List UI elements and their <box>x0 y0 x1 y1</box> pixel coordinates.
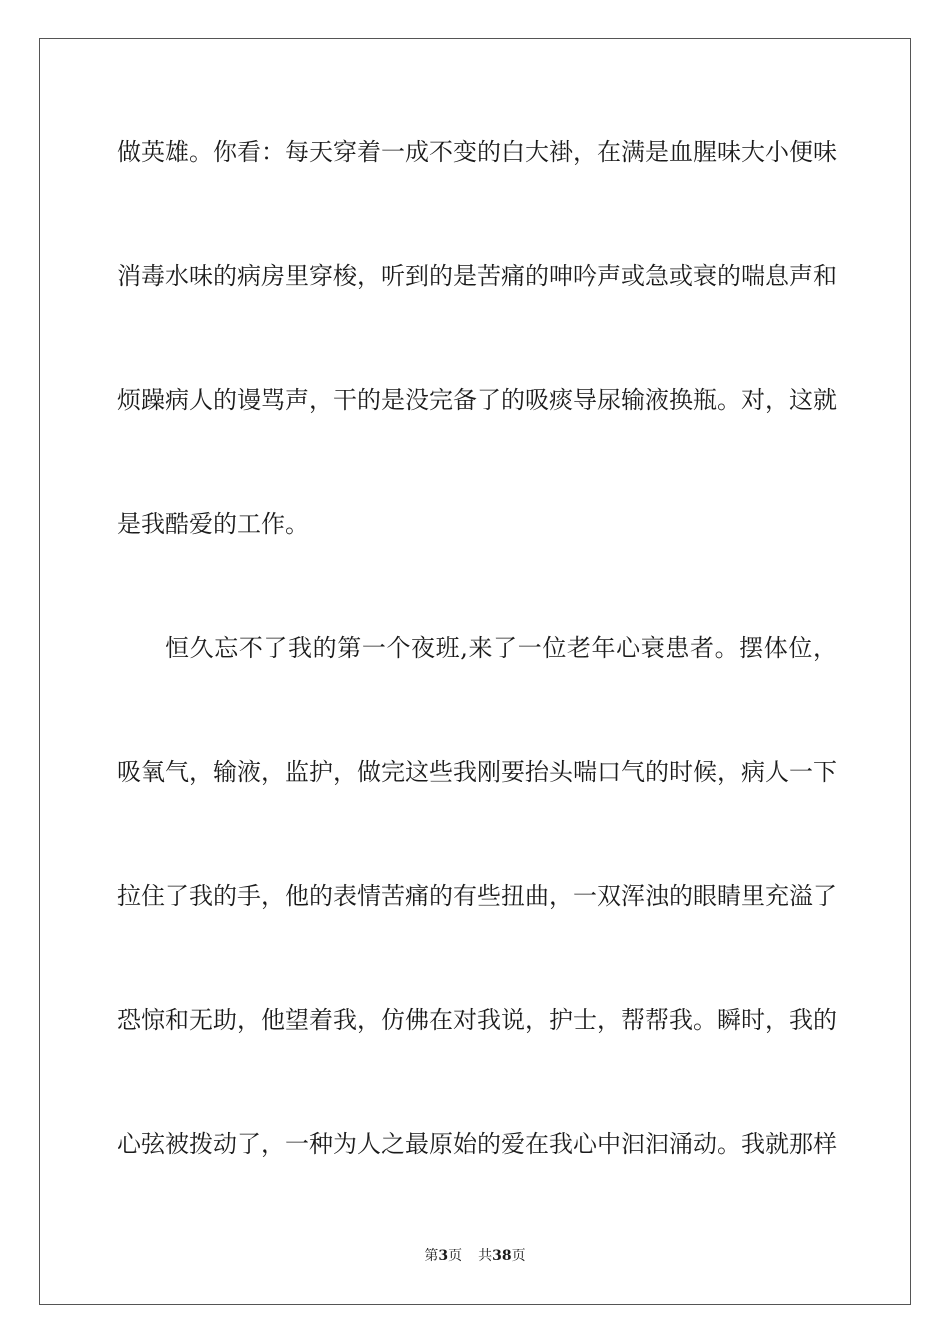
page-footer <box>0 1246 950 1266</box>
total-pages: 38 <box>492 1248 512 1264</box>
total-suffix: 页 <box>511 1248 526 1264</box>
page-number: 3 <box>438 1248 449 1264</box>
text-line-5: 恒久忘不了我的第一个夜班,来了一位老年心衰患者。摆体位， <box>165 634 837 662</box>
page-suffix: 页 <box>448 1248 463 1264</box>
text-line-3: 烦躁病人的谩骂声，干的是没完备了的吸痰导尿输液换瓶。对，这就 <box>117 386 837 414</box>
text-line-1: 做英雄。你看：每天穿着一成不变的白大褂，在满是血腥味大小便味 <box>117 138 837 166</box>
text-line-2: 消毒水味的病房里穿梭，听到的是苦痛的呻吟声或急或衰的喘息声和 <box>117 262 837 290</box>
page-frame <box>39 38 911 1305</box>
page-prefix: 第 <box>424 1248 439 1264</box>
text-line-9: 心弦被拨动了，一种为人之最原始的爱在我心中汩汩涌动。我就那样 <box>117 1130 837 1158</box>
text-line-7: 拉住了我的手，他的表情苦痛的有些扭曲，一双浑浊的眼睛里充溢了 <box>117 882 837 910</box>
text-line-4: 是我酷爱的工作。 <box>117 510 309 538</box>
text-line-6: 吸氧气，输液，监护，做完这些我刚要抬头喘口气的时候，病人一下 <box>117 758 837 786</box>
total-prefix: 共 <box>478 1248 493 1264</box>
text-line-8: 恐惊和无助，他望着我，仿佛在对我说，护士，帮帮我。瞬时，我的 <box>117 1006 837 1034</box>
